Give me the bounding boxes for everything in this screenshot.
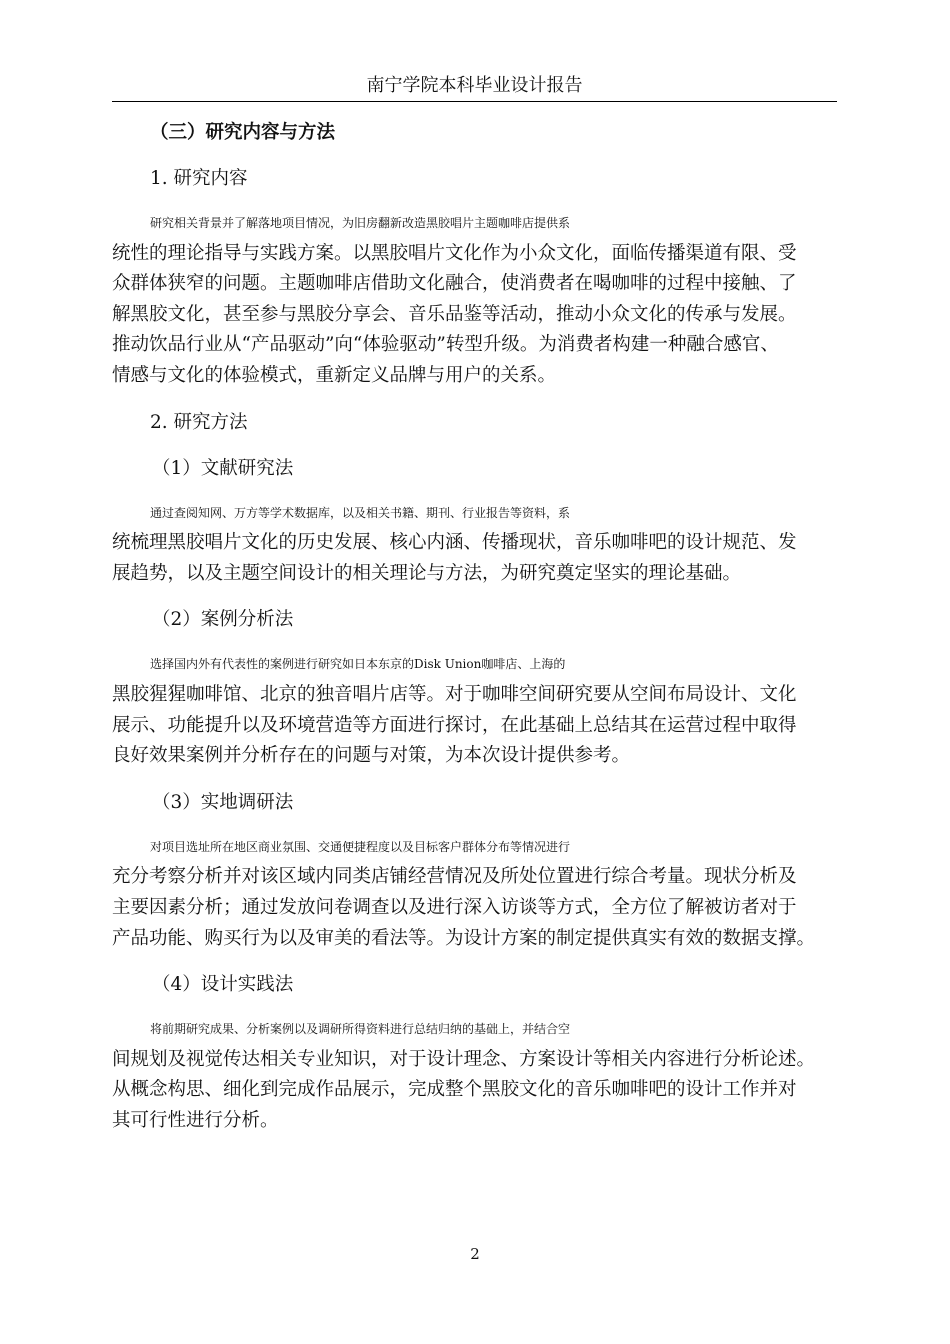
paragraph-line: 众群体狭窄的问题。主题咖啡店借助文化融合，使消费者在喝咖啡的过程中接触、了 — [112, 273, 797, 295]
page-number: 2 — [470, 1245, 480, 1263]
document-body — [112, 116, 837, 1150]
paragraph-line: 产品功能、购买行为以及审美的看法等。为设计方案的制定提供真实有效的数据支撑。 — [112, 927, 816, 949]
paragraph-line: 解黑胶文化，甚至参与黑胶分享会、音乐品鉴等活动，推动小众文化的传承与发展。 — [112, 303, 797, 325]
section-title: （三）研究内容与方法 — [150, 122, 336, 143]
method-4-paragraph — [112, 1014, 837, 1136]
method-2-title: （2）案例分析法 — [152, 609, 294, 631]
paragraph-line: 间规划及视觉传达相关专业知识，对于设计理念、方案设计等相关内容进行分析论述。 — [112, 1048, 816, 1070]
method-3-title: （3）实地调研法 — [152, 791, 294, 813]
paragraph-line: 主要因素分析；通过发放问卷调查以及进行深入访谈等方式，全方位了解被访者对于 — [112, 896, 797, 918]
research-content-heading: 1. 研究内容 — [150, 168, 248, 189]
paragraph-line: 从概念构思、细化到完成作品展示，完成整个黑胶文化的音乐咖啡吧的设计工作并对 — [112, 1079, 797, 1101]
paragraph-line: 情感与文化的体验模式，重新定义品牌与用户的关系。 — [112, 364, 557, 386]
method-4-title: （4）设计实践法 — [152, 974, 294, 996]
running-header: 南宁学院本科毕业设计报告 — [366, 75, 583, 96]
paragraph-line: 黑胶猩猩咖啡馆、北京的独音唱片店等。对于咖啡空间研究要从空间布局设计、文化 — [112, 683, 797, 705]
method-1-paragraph — [112, 498, 837, 590]
paragraph-line: 选择国内外有代表性的案例进行研究如日本东京的Disk Union咖啡店、上海的 — [150, 657, 566, 672]
method-3-paragraph — [112, 832, 837, 954]
paragraph-line: 统性的理论指导与实践方案。以黑胶唱片文化作为小众文化，面临传播渠道有限、受 — [112, 242, 797, 264]
paragraph-line: 对项目选址所在地区商业氛围、交通便捷程度以及目标客户群体分布等情况进行 — [150, 839, 571, 854]
method-1-title: （1）文献研究法 — [152, 457, 294, 479]
research-method-heading: 2. 研究方法 — [150, 411, 248, 433]
paragraph-line: 良好效果案例并分析存在的问题与对策，为本次设计提供参考。 — [112, 745, 631, 767]
paragraph-line: 通过查阅知网、万方等学术数据库，以及相关书籍、期刊、行业报告等资料，系 — [150, 505, 571, 520]
research-content-paragraph — [112, 208, 837, 392]
paragraph-line: 推动饮品行业从“产品驱动”向“体验驱动”转型升级。为消费者构建一种融合感官、 — [112, 334, 779, 356]
paragraph-line: 其可行性进行分析。 — [112, 1109, 279, 1131]
paragraph-line: 统梳理黑胶唱片文化的历史发展、核心内涵、传播现状，音乐咖啡吧的设计规范、发 — [112, 532, 797, 554]
paragraph-line: 展示、功能提升以及环境营造等方面进行探讨，在此基础上总结其在运营过程中取得 — [112, 714, 797, 736]
header-divider — [112, 101, 837, 102]
paragraph-line: 将前期研究成果、分析案例以及调研所得资料进行总结归纳的基础上，并结合空 — [150, 1022, 571, 1037]
method-2-paragraph — [112, 649, 837, 771]
paragraph-line: 充分考察分析并对该区域内同类店铺经营情况及所处位置进行综合考量。现状分析及 — [112, 866, 797, 888]
paragraph-line: 展趋势，以及主题空间设计的相关理论与方法，为研究奠定坚实的理论基础。 — [112, 562, 742, 584]
paragraph-line: 研究相关背景并了解落地项目情况，为旧房翻新改造黑胶唱片主题咖啡店提供系 — [150, 216, 571, 230]
